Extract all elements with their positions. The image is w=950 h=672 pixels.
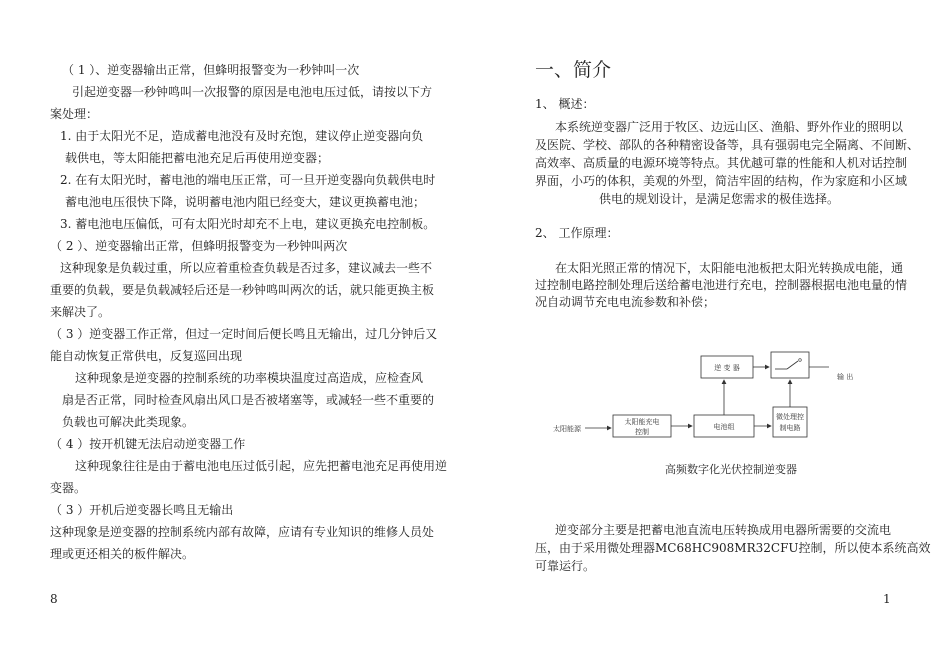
text-line: 案处理： — [50, 107, 99, 121]
section-heading: 2、 工作原理： — [535, 226, 619, 240]
inverter-label: 逆 变 器 — [714, 364, 740, 372]
text-line: 在太阳光照正常的情况下，太阳能电池板把太阳光转换成电能，通 — [555, 261, 904, 275]
heading-2: （ 2 ）、逆变器输出正常，但蜂明报警变为一秒钟叫两次 — [50, 239, 348, 253]
text-line: 压，由于采用微处理器MC68HC908MR32CFU控制，所以使本系统高效 — [535, 541, 931, 555]
text-line: 可靠运行。 — [535, 559, 596, 573]
switch-blade-icon — [787, 361, 798, 369]
text-line: 理或更还相关的板件解决。 — [50, 547, 195, 561]
text-line: 能自动恢复正常供电，反复巡回出现 — [50, 349, 243, 363]
heading-3: （ 3 ）逆变器工作正常，但过一定时间后便长鸣且无输出，过几分钟后又 — [50, 327, 438, 341]
section-heading: 1、 概述： — [535, 97, 595, 111]
mcu-label: 制电路 — [779, 424, 801, 432]
text-line: 这种现象是负载过重，所以应着重检查负载是否过多，建议减去一些不 — [60, 261, 433, 275]
diagram-caption: 高频数字化光伏控制逆变器 — [665, 463, 797, 476]
text-line: 这种现象是逆变器的控制系统的功率模块温度过高造成，应检查风 — [75, 371, 424, 385]
text-line: 扇是否正常，同时检查风扇出风口是否被堵塞等，或减轻一些不重要的 — [62, 393, 435, 407]
page-number: 8 — [50, 592, 58, 606]
text-line: 况自动调节充电电流参数和补偿； — [535, 295, 716, 309]
switch-contact-icon — [799, 359, 802, 362]
text-line: 本系统逆变器广泛用于牧区、边远山区、渔船、野外作业的照明以 — [555, 120, 904, 134]
text-line: 蓄电池电压很快下降，说明蓄电池内阻已经变大，建议更换蓄电池； — [65, 195, 426, 209]
text-line: 这种现象是逆变器的控制系统内部有故障，应请有专业知识的维修人员处 — [50, 525, 435, 539]
text-line: 负载也可解决此类现象。 — [62, 415, 195, 429]
text-line: 这种现象往往是由于蓄电池电压过低引起，应先把蓄电池充足再使用逆 — [75, 459, 448, 473]
text-line: 来解决了。 — [50, 305, 111, 319]
list-item: 3. 蓄电池电压偏低，可有太阳光时却充不上电，建议更换充电控制板。 — [60, 217, 436, 231]
input-label: 太阳能源 — [553, 425, 581, 433]
output-label: 输 出 — [837, 373, 854, 381]
text-line: 逆变部分主要是把蓄电池直流电压转换成用电器所需要的交流电 — [555, 523, 892, 537]
battery-label: 电池组 — [713, 423, 735, 431]
right-page — [475, 0, 950, 672]
charge-controller-label: 太阳能充电 — [624, 418, 660, 426]
text-line: 载供电，等太阳能把蓄电池充足后再使用逆变器； — [65, 151, 330, 165]
text-line: 界面，小巧的体积，美观的外型，简洁牢固的结构，作为家庭和小区域 — [535, 174, 908, 188]
mcu-label: 微处理控 — [776, 413, 804, 421]
block-diagram — [553, 349, 873, 439]
list-item: 1. 由于太阳光不足，造成蓄电池没有及时充饱，建议停止逆变器向负 — [60, 129, 424, 143]
text-line: 高效率、高质量的电源环境等特点。其优越可靠的性能和人机对话控制 — [535, 156, 908, 170]
heading-1: （ 1 ）、逆变器输出正常，但蜂明报警变为一秒钟叫一次 — [62, 63, 360, 77]
text-line: 供电的规划设计，是满足您需求的极佳选择。 — [599, 192, 840, 206]
page-number: 1 — [883, 592, 891, 606]
charge-controller-label: 控制 — [635, 428, 649, 436]
mcu-box — [773, 407, 807, 437]
page-title: 一、简介 — [535, 59, 612, 81]
text-line: 变器。 — [50, 481, 87, 495]
heading-4: （ 4 ）按开机键无法启动逆变器工作 — [50, 437, 246, 451]
text-line: 过控制电路控制处理后送给蓄电池进行充电，控制器根据电池电量的情 — [535, 278, 908, 292]
list-item: 2. 在有太阳光时，蓄电池的端电压正常，可一旦开逆变器向负载供电时 — [60, 173, 436, 187]
text-line: 重要的负载，要是负载减轻后还是一秒钟鸣叫两次的话，就只能更换主板 — [50, 283, 435, 297]
switch-box — [771, 352, 809, 378]
text-line: 及医院、学校、部队的各种精密设备等，具有强弱电完全隔离、不间断、 — [535, 138, 920, 152]
text-line: 引起逆变器一秒钟鸣叫一次报警的原因是电池电压过低，请按以下方 — [72, 85, 433, 99]
heading-5: （ 3 ）开机后逆变器长鸣且无输出 — [50, 503, 234, 517]
